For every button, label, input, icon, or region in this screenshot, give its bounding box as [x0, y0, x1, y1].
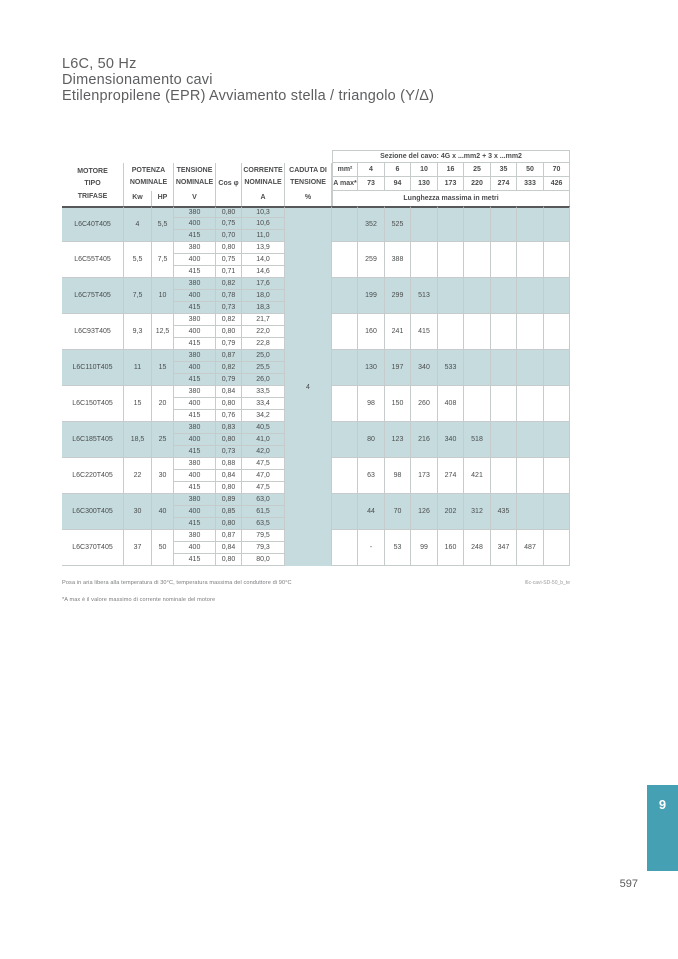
max-length-70mm2	[544, 350, 570, 386]
mm2-spacer-cell	[332, 314, 358, 350]
max-length-10mm2	[411, 242, 438, 278]
cos-phi-value: 0,82	[216, 362, 242, 374]
cos-phi-value: 0,89	[216, 494, 242, 506]
max-length-70mm2	[544, 458, 570, 494]
max-length-10mm2: 99	[411, 530, 438, 566]
voltage-value: 380	[174, 422, 216, 434]
max-length-70mm2	[544, 386, 570, 422]
motor-type: L6C93T405	[62, 314, 124, 350]
voltage-value: 400	[174, 254, 216, 266]
max-length-4mm2: 199	[358, 278, 385, 314]
current-value: 22,8	[242, 338, 285, 350]
amax-value: 130	[411, 177, 438, 191]
corrente-line1: CORRENTE	[243, 166, 283, 174]
max-length-35mm2	[491, 386, 517, 422]
max-length-70mm2	[544, 422, 570, 458]
max-length-25mm2	[464, 242, 491, 278]
power-kw: 5,5	[124, 242, 152, 278]
max-length-16mm2: 408	[438, 386, 464, 422]
max-length-25mm2	[464, 278, 491, 314]
current-value: 26,0	[242, 374, 285, 386]
max-length-50mm2	[517, 350, 544, 386]
current-value: 80,0	[242, 554, 285, 566]
mm2-col: 10	[411, 163, 438, 177]
cos-phi-value: 0,75	[216, 218, 242, 230]
power-kw: 9,3	[124, 314, 152, 350]
current-value: 42,0	[242, 446, 285, 458]
amax-value: 73	[358, 177, 385, 191]
power-kw: 18,5	[124, 422, 152, 458]
cos-phi-value: 0,80	[216, 518, 242, 530]
power-hp: 5,5	[152, 206, 174, 242]
cos-phi-value: 0,76	[216, 410, 242, 422]
max-length-25mm2	[464, 206, 491, 242]
unit-percent: %	[285, 191, 332, 206]
motor-type: L6C185T405	[62, 422, 124, 458]
power-hp: 25	[152, 422, 174, 458]
cos-phi-value: 0,79	[216, 338, 242, 350]
power-hp: 7,5	[152, 242, 174, 278]
max-length-4mm2: 160	[358, 314, 385, 350]
cos-phi-value: 0,80	[216, 398, 242, 410]
cable-sizing-table	[62, 150, 570, 566]
current-value: 63,5	[242, 518, 285, 530]
max-length-35mm2	[491, 458, 517, 494]
current-value: 17,6	[242, 278, 285, 290]
max-length-25mm2: 312	[464, 494, 491, 530]
tensione-line1: TENSIONE	[176, 166, 213, 174]
mm2-spacer-cell	[332, 458, 358, 494]
max-length-25mm2: 248	[464, 530, 491, 566]
max-length-16mm2	[438, 278, 464, 314]
section-number: 9	[658, 797, 667, 812]
voltage-value: 400	[174, 218, 216, 230]
voltage-value: 415	[174, 302, 216, 314]
max-length-16mm2: 160	[438, 530, 464, 566]
current-value: 47,5	[242, 482, 285, 494]
max-length-10mm2: 126	[411, 494, 438, 530]
current-value: 11,0	[242, 230, 285, 242]
voltage-value: 415	[174, 266, 216, 278]
voltage-value: 380	[174, 494, 216, 506]
mm2-spacer-cell	[332, 278, 358, 314]
mm2-col: 70	[544, 163, 570, 177]
col-header-cos-phi: Cos φ	[216, 163, 242, 206]
unit-hp: HP	[152, 191, 174, 206]
voltage-drop-value: 4	[285, 206, 332, 566]
current-value: 41,0	[242, 434, 285, 446]
cos-phi-value: 0,80	[216, 326, 242, 338]
unit-kw: Kw	[124, 191, 152, 206]
page-number: 597	[619, 878, 638, 890]
motor-type: L6C220T405	[62, 458, 124, 494]
max-length-50mm2	[517, 386, 544, 422]
max-length-16mm2: 340	[438, 422, 464, 458]
voltage-value: 415	[174, 374, 216, 386]
unit-a: A	[242, 191, 285, 206]
cos-phi-value: 0,78	[216, 290, 242, 302]
power-kw: 15	[124, 386, 152, 422]
cos-phi-value: 0,73	[216, 302, 242, 314]
power-kw: 7,5	[124, 278, 152, 314]
cos-phi-value: 0,75	[216, 254, 242, 266]
section-tab	[647, 785, 678, 871]
cos-phi-value: 0,80	[216, 434, 242, 446]
current-value: 61,5	[242, 506, 285, 518]
voltage-value: 380	[174, 458, 216, 470]
title-detail: Etilenpropilene (EPR) Avviamento stella / triangolo (Y/Δ)	[62, 88, 435, 104]
max-length-50mm2	[517, 422, 544, 458]
mm2-spacer-cell	[332, 530, 358, 566]
col-header-mm2: mm²	[332, 163, 358, 177]
footnote-amax: *A max è il valore massimo di corrente nominale del motore	[62, 597, 216, 603]
max-length-70mm2	[544, 206, 570, 242]
max-length-50mm2	[517, 314, 544, 350]
mm2-col: 35	[491, 163, 517, 177]
max-length-4mm2: 63	[358, 458, 385, 494]
max-length-6mm2: 299	[385, 278, 411, 314]
max-length-35mm2	[491, 206, 517, 242]
max-length-25mm2: 518	[464, 422, 491, 458]
max-length-10mm2: 173	[411, 458, 438, 494]
mm2-col: 25	[464, 163, 491, 177]
max-length-70mm2	[544, 242, 570, 278]
voltage-value: 400	[174, 398, 216, 410]
header-spacer	[62, 150, 332, 163]
col-header-motore	[62, 163, 124, 206]
title-subject: Dimensionamento cavi	[62, 72, 213, 88]
current-value: 34,2	[242, 410, 285, 422]
max-length-6mm2: 525	[385, 206, 411, 242]
cos-phi-value: 0,80	[216, 242, 242, 254]
current-value: 40,5	[242, 422, 285, 434]
power-kw: 11	[124, 350, 152, 386]
current-value: 14,0	[242, 254, 285, 266]
voltage-value: 415	[174, 482, 216, 494]
max-length-35mm2: 347	[491, 530, 517, 566]
power-hp: 40	[152, 494, 174, 530]
current-value: 10,6	[242, 218, 285, 230]
amax-value: 333	[517, 177, 544, 191]
motor-type: L6C370T405	[62, 530, 124, 566]
motor-type: L6C75T405	[62, 278, 124, 314]
unit-v: V	[174, 191, 216, 206]
max-length-6mm2: 197	[385, 350, 411, 386]
mm2-spacer-cell	[332, 386, 358, 422]
cos-phi-value: 0,84	[216, 542, 242, 554]
voltage-value: 415	[174, 410, 216, 422]
current-value: 47,5	[242, 458, 285, 470]
power-hp: 30	[152, 458, 174, 494]
table-header	[62, 150, 570, 206]
max-length-4mm2: 80	[358, 422, 385, 458]
max-length-4mm2: -	[358, 530, 385, 566]
max-length-4mm2: 130	[358, 350, 385, 386]
cos-phi-value: 0,88	[216, 458, 242, 470]
cos-phi-value: 0,70	[216, 230, 242, 242]
voltage-value: 380	[174, 530, 216, 542]
current-value: 79,5	[242, 530, 285, 542]
current-value: 79,3	[242, 542, 285, 554]
amax-value: 274	[491, 177, 517, 191]
max-length-50mm2: 487	[517, 530, 544, 566]
table-body	[62, 206, 570, 566]
max-length-6mm2: 98	[385, 458, 411, 494]
tensione-line2: NOMINALE	[175, 179, 214, 186]
max-length-6mm2: 388	[385, 242, 411, 278]
max-length-35mm2: 435	[491, 494, 517, 530]
max-length-50mm2	[517, 494, 544, 530]
max-length-70mm2	[544, 530, 570, 566]
max-length-50mm2	[517, 242, 544, 278]
col-header-tensione	[174, 163, 216, 191]
max-length-35mm2	[491, 242, 517, 278]
max-length-50mm2	[517, 206, 544, 242]
max-length-35mm2	[491, 314, 517, 350]
max-length-16mm2	[438, 242, 464, 278]
cos-phi-value: 0,82	[216, 314, 242, 326]
caduta-line2: TENSIONE	[290, 179, 326, 186]
current-value: 18,0	[242, 290, 285, 302]
voltage-value: 400	[174, 542, 216, 554]
voltage-value: 415	[174, 230, 216, 242]
voltage-value: 400	[174, 326, 216, 338]
voltage-value: 400	[174, 506, 216, 518]
max-length-10mm2: 340	[411, 350, 438, 386]
mm2-spacer-cell	[332, 494, 358, 530]
current-value: 22,0	[242, 326, 285, 338]
caduta-line1: CADUTA DI	[289, 166, 327, 174]
max-length-35mm2	[491, 350, 517, 386]
cos-phi-value: 0,73	[216, 446, 242, 458]
cos-phi-value: 0,87	[216, 350, 242, 362]
power-hp: 12,5	[152, 314, 174, 350]
voltage-value: 380	[174, 350, 216, 362]
power-hp: 15	[152, 350, 174, 386]
max-length-10mm2: 513	[411, 278, 438, 314]
motor-type: L6C110T405	[62, 350, 124, 386]
cos-phi-value: 0,84	[216, 470, 242, 482]
col-header-corrente	[242, 163, 285, 191]
voltage-value: 380	[174, 242, 216, 254]
motor-row-l6c40t405-v380	[62, 206, 570, 218]
col-header-amax: A max*	[332, 177, 358, 191]
amax-value: 220	[464, 177, 491, 191]
power-kw: 22	[124, 458, 152, 494]
voltage-value: 400	[174, 362, 216, 374]
motore-line1: MOTORE	[77, 167, 108, 175]
cos-phi-value: 0,82	[216, 278, 242, 290]
mm2-col: 4	[358, 163, 385, 177]
voltage-value: 415	[174, 338, 216, 350]
potenza-line2: NOMINALE	[129, 179, 168, 186]
max-length-25mm2	[464, 314, 491, 350]
voltage-value: 415	[174, 446, 216, 458]
voltage-value: 380	[174, 206, 216, 218]
current-value: 21,7	[242, 314, 285, 326]
mm2-spacer-cell	[332, 242, 358, 278]
current-value: 33,4	[242, 398, 285, 410]
voltage-value: 380	[174, 386, 216, 398]
voltage-value: 400	[174, 290, 216, 302]
max-length-4mm2: 259	[358, 242, 385, 278]
motor-type: L6C55T405	[62, 242, 124, 278]
mm2-col: 16	[438, 163, 464, 177]
max-length-6mm2: 53	[385, 530, 411, 566]
amax-value: 426	[544, 177, 570, 191]
cos-phi-value: 0,84	[216, 386, 242, 398]
voltage-value: 380	[174, 278, 216, 290]
cos-phi-value: 0,80	[216, 482, 242, 494]
current-value: 14,6	[242, 266, 285, 278]
current-value: 63,0	[242, 494, 285, 506]
voltage-value: 415	[174, 554, 216, 566]
mm2-col: 6	[385, 163, 411, 177]
max-length-25mm2	[464, 350, 491, 386]
max-length-70mm2	[544, 278, 570, 314]
page-title	[62, 56, 434, 104]
col-header-caduta	[285, 163, 332, 191]
max-length-4mm2: 352	[358, 206, 385, 242]
voltage-value: 400	[174, 470, 216, 482]
power-kw: 4	[124, 206, 152, 242]
max-length-10mm2: 260	[411, 386, 438, 422]
power-kw: 30	[124, 494, 152, 530]
max-length-10mm2: 415	[411, 314, 438, 350]
max-length-25mm2: 421	[464, 458, 491, 494]
current-value: 25,0	[242, 350, 285, 362]
max-length-16mm2: 274	[438, 458, 464, 494]
voltage-value: 415	[174, 518, 216, 530]
current-value: 18,3	[242, 302, 285, 314]
max-length-4mm2: 98	[358, 386, 385, 422]
max-length-4mm2: 44	[358, 494, 385, 530]
cos-phi-value: 0,85	[216, 506, 242, 518]
amax-value: 173	[438, 177, 464, 191]
max-length-6mm2: 123	[385, 422, 411, 458]
power-kw: 37	[124, 530, 152, 566]
cos-phi-value: 0,71	[216, 266, 242, 278]
current-value: 10,3	[242, 206, 285, 218]
cos-phi-value: 0,80	[216, 206, 242, 218]
max-length-16mm2	[438, 206, 464, 242]
amax-value: 94	[385, 177, 411, 191]
max-length-35mm2	[491, 278, 517, 314]
max-length-6mm2: 70	[385, 494, 411, 530]
title-series: L6C, 50 Hz	[62, 56, 137, 72]
cos-phi-value: 0,79	[216, 374, 242, 386]
power-hp: 50	[152, 530, 174, 566]
motore-line3: TRIFASE	[77, 192, 108, 200]
mm2-spacer-cell	[332, 206, 358, 242]
current-value: 13,9	[242, 242, 285, 254]
max-length-10mm2: 216	[411, 422, 438, 458]
max-length-10mm2	[411, 206, 438, 242]
motor-type: L6C300T405	[62, 494, 124, 530]
max-length-50mm2	[517, 458, 544, 494]
current-value: 25,5	[242, 362, 285, 374]
corrente-line2: NOMINALE	[244, 179, 282, 186]
motore-line2: TIPO	[84, 180, 101, 188]
max-length-16mm2: 533	[438, 350, 464, 386]
mm2-spacer-cell	[332, 350, 358, 386]
max-length-16mm2: 202	[438, 494, 464, 530]
potenza-line1: POTENZA	[131, 166, 166, 174]
max-length-6mm2: 241	[385, 314, 411, 350]
sezione-cavo-header: Sezione del cavo: 4G x ...mm2 + 3 x ...mm2	[332, 150, 570, 163]
max-length-70mm2	[544, 494, 570, 530]
mm2-spacer-cell	[332, 422, 358, 458]
col-header-potenza	[124, 163, 174, 191]
max-length-50mm2	[517, 278, 544, 314]
voltage-value: 400	[174, 434, 216, 446]
power-hp: 10	[152, 278, 174, 314]
current-value: 33,5	[242, 386, 285, 398]
max-length-70mm2	[544, 314, 570, 350]
mm2-col: 50	[517, 163, 544, 177]
max-length-35mm2	[491, 422, 517, 458]
footnote-posa: Posa in aria libera alla temperatura di 30°C, temperatura massima del conduttore di 90°C	[62, 580, 292, 586]
max-length-16mm2	[438, 314, 464, 350]
max-length-6mm2: 150	[385, 386, 411, 422]
cos-phi-value: 0,87	[216, 530, 242, 542]
doc-reference: l6c-cavi-SD-50_b_te	[524, 580, 570, 586]
cos-phi-value: 0,80	[216, 554, 242, 566]
motor-type: L6C40T405	[62, 206, 124, 242]
lunghezza-header: Lunghezza massima in metri	[332, 191, 570, 206]
power-hp: 20	[152, 386, 174, 422]
cos-phi-value: 0,83	[216, 422, 242, 434]
voltage-value: 380	[174, 314, 216, 326]
max-length-25mm2	[464, 386, 491, 422]
current-value: 47,0	[242, 470, 285, 482]
motor-type: L6C150T405	[62, 386, 124, 422]
